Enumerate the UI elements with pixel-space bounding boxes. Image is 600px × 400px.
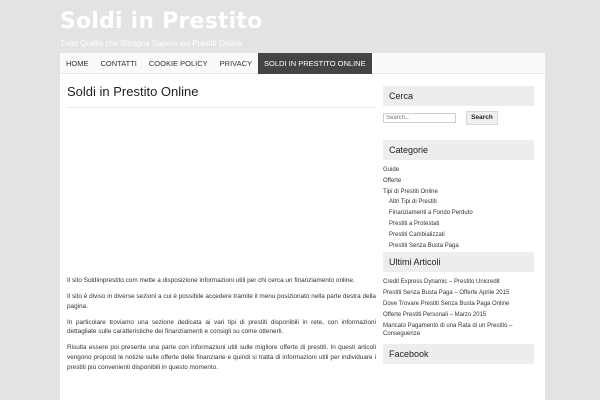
subcategory-link[interactable]: Altri Tipi di Prestiti — [389, 199, 437, 206]
entry-paragraph: Il sito Soldiinprestito.com mette a disposizione informazioni utili per chi cerca un finanziamento online. — [67, 277, 355, 284]
recent-posts-widget — [383, 252, 534, 341]
content-area — [60, 74, 545, 400]
sidebar — [383, 86, 534, 359]
recent-post-link[interactable]: Mancato Pagamento di una Rata di un Prestito – Conseguenze — [383, 322, 513, 338]
nav-item-soldi-in-prestito-online[interactable]: SOLDI IN PRESTITO ONLINE — [258, 53, 372, 74]
widget-title-ultimi-articoli: Ultimi Articoli — [383, 252, 534, 272]
nav-item-contatti[interactable]: CONTATTI — [100, 59, 137, 68]
site-title[interactable]: Soldi in Prestito — [60, 9, 263, 34]
subcategory-link[interactable]: Finanziamenti a Fondo Perduto — [389, 210, 473, 217]
main-nav — [60, 53, 545, 74]
main-content — [67, 84, 376, 371]
recent-post-link[interactable]: Prestiti Senza Busta Paga – Offerte Aprile 2015 — [383, 289, 510, 296]
site-description: Tutto Quello che Bisogna Sapere sui Prestiti Online — [60, 39, 243, 48]
widget-title-categorie: Categorie — [383, 140, 534, 160]
search-input[interactable] — [383, 113, 456, 123]
recent-post-link[interactable]: Dove Trovare Prestiti Senza Busta Paga Online — [383, 300, 510, 307]
entry-paragraph: Il sito è diviso in diverse sezioni a cui è possibile accedere tramite il menu posizionato nella parte destra della pagina. — [67, 293, 376, 310]
subcategory-link[interactable]: Prestiti Cambializzati — [389, 231, 445, 238]
nav-item-privacy[interactable]: PRIVACY — [219, 59, 253, 68]
category-link[interactable]: Offerte — [383, 177, 402, 184]
site-header — [60, 8, 262, 48]
entry-paragraph: Risulta essere poi presente una parte con informazioni utili sulle migliore offerte di prestiti. In questi articoli vengono proposti le notizie sulle offerte delle finanziarie e quindi si tratta di informazioni utili per individuare i prestiti più convenienti disponibili in questo momento. — [67, 344, 376, 371]
category-link[interactable]: Tipi di Prestiti Online — [383, 188, 438, 195]
widget-title-facebook: Facebook — [383, 344, 534, 364]
facebook-widget — [383, 344, 534, 364]
recent-post-link[interactable]: Offerte Prestiti Personali – Marzo 2015 — [383, 311, 487, 318]
nav-item-home[interactable]: HOME — [66, 59, 89, 68]
search-button[interactable]: Search — [466, 111, 498, 125]
subcategory-link[interactable]: Prestiti Senza Busta Paga — [389, 242, 459, 249]
category-link[interactable]: Guide — [383, 167, 400, 173]
search-form — [383, 111, 534, 125]
widget-title-cerca: Cerca — [383, 86, 534, 106]
nav-item-cookie-policy[interactable]: COOKIE POLICY — [148, 59, 208, 68]
categories-widget — [383, 140, 534, 251]
entry-content — [67, 276, 376, 379]
page-title: Soldi in Prestito Online — [67, 84, 376, 108]
search-widget — [383, 86, 534, 125]
entry-paragraph: In particolare troviamo una sezione dedicata ai vari tipi di prestiti disponibili in rete, con informazioni dettagliate sulle caratteristiche dei finanziamenti e consigli su come ottenerli. — [67, 318, 376, 336]
recent-post-link[interactable]: Credit Express Dynamic – Prestito Unicredit — [383, 279, 500, 285]
recent-posts-list — [383, 278, 534, 339]
subcategory-link[interactable]: Prestiti a Protestati — [389, 220, 440, 227]
category-list — [383, 165, 534, 251]
